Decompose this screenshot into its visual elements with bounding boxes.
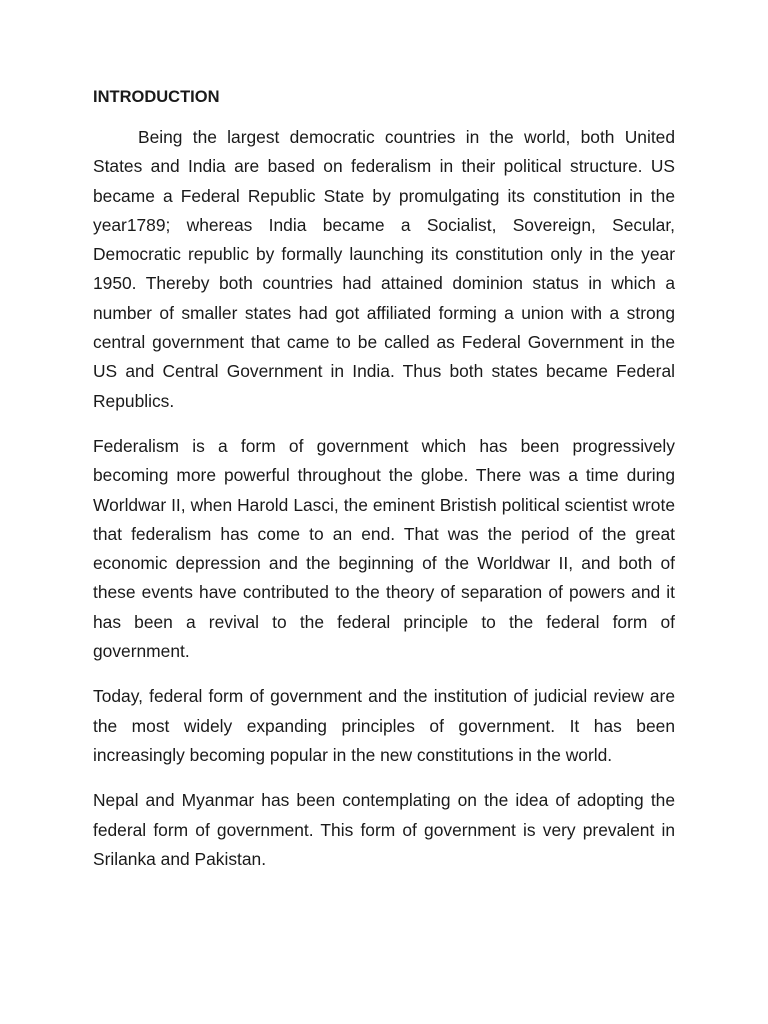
paragraph-1: Being the largest democratic countries in the world, both United States and India are based on federalism in their political structure. US became a Federal Republic State by promulgating its constitution in the year1789; whereas India became a Socialist, Sovereign, Secular, Democratic republic by formally launching its constitution only in the year 1950. Thereby both countries had attained dominion status in which a number of smaller states had got affiliated forming a union with a strong central government that came to be called as Federal Government in the US and Central Government in India. Thus both states became Federal Republics. [93, 127, 675, 411]
paragraph-2: Federalism is a form of government which has been progressively becoming more powerful throughout the globe. There was a time during Worldwar II, when Harold Lasci, the eminent Bristish political scientist wrote that federalism has come to an end. That was the period of the great economic depression and the beginning of the Worldwar II, and both of these events have contributed to the theory of separation of powers and it has been a revival to the federal principle to the federal form of government. [93, 435, 675, 662]
paragraph-3: Today, federal form of government and the institution of judicial review are the most widely expanding principles of government. It has been increasingly becoming popular in the new constitutions in the world. [93, 686, 675, 765]
paragraph-4: Nepal and Myanmar has been contemplating on the idea of adopting the federal form of government. This form of government is very prevalent in Srilanka and Pakistan. [93, 790, 675, 869]
document-body [93, 85, 675, 890]
section-heading: INTRODUCTION [93, 88, 220, 106]
